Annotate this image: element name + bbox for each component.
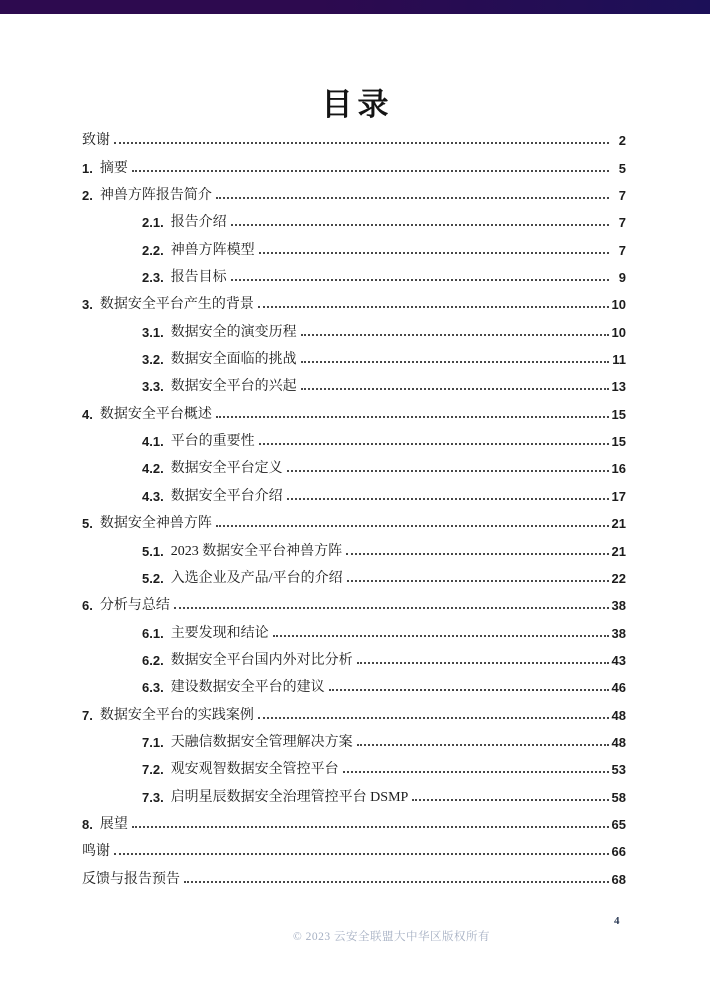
toc-entry[interactable]	[82, 727, 626, 754]
toc-entry-title: 数据安全平台介绍	[170, 488, 283, 504]
toc-entry-title: 数据安全面临的挑战	[170, 352, 297, 368]
toc-entry-number: 5.	[82, 516, 93, 532]
toc-entry-number: 4.	[82, 406, 93, 422]
toc-entry-title: 数据安全平台产生的背景	[99, 297, 254, 313]
toc-entry[interactable]	[82, 754, 626, 781]
toc-entry-page: 15	[611, 434, 626, 450]
toc-entry[interactable]	[82, 398, 626, 425]
toc-entry-number: 4.2.	[142, 461, 164, 477]
toc-entry[interactable]	[82, 836, 626, 863]
dot-leader-line	[347, 580, 609, 582]
toc-entry[interactable]	[82, 781, 626, 808]
toc-entry[interactable]	[82, 316, 626, 343]
toc-entry-page: 11	[612, 352, 626, 368]
toc-entry[interactable]	[82, 508, 626, 535]
toc-entry-number: 3.2.	[142, 352, 164, 368]
toc-entry-page: 5	[618, 160, 626, 176]
toc-entry-title: 主要发现和结论	[170, 625, 269, 641]
dot-leader-line	[132, 826, 609, 828]
toc-entry-page: 7	[618, 188, 626, 204]
page-title: 目录	[321, 87, 394, 122]
footer-copyright: © 2023 云安全联盟大中华区版权所有	[293, 931, 490, 943]
toc-entry[interactable]	[82, 590, 626, 617]
toc-entry[interactable]	[82, 262, 626, 289]
dot-leader-line	[184, 881, 609, 883]
toc-entry-page: 22	[611, 570, 626, 586]
toc-entry-title: 展望	[99, 816, 128, 832]
toc-entry[interactable]	[82, 863, 626, 890]
dot-leader-line	[329, 689, 609, 691]
toc-entry-number: 2.	[82, 188, 93, 204]
toc-entry-page: 2	[618, 133, 626, 149]
toc-entry-page: 48	[611, 707, 626, 723]
toc-entry-page: 58	[611, 789, 626, 805]
toc-entry-number: 4.1.	[142, 434, 164, 450]
dot-leader-line	[357, 744, 609, 746]
dot-leader-line	[259, 443, 609, 445]
toc-entry-page: 13	[611, 379, 626, 395]
toc-entry[interactable]	[82, 563, 626, 590]
dot-leader-line	[231, 224, 609, 226]
toc-entry-number: 1.	[82, 160, 93, 176]
toc-entry[interactable]	[82, 672, 626, 699]
dot-leader-line	[343, 771, 609, 773]
toc-entry-title: 数据安全平台定义	[170, 461, 283, 477]
toc-entry[interactable]	[82, 645, 626, 672]
toc-entry-title: 报告目标	[170, 270, 227, 286]
dot-leader-line	[114, 142, 609, 144]
dot-leader-line	[287, 498, 609, 500]
toc-entry-title: 建设数据安全平台的建议	[170, 680, 325, 696]
toc-entry-number: 2.2.	[142, 242, 164, 258]
dot-leader-line	[231, 279, 609, 281]
toc-entry-page: 17	[611, 488, 626, 504]
toc-entry-title: 报告介绍	[170, 215, 227, 231]
toc-entry[interactable]	[82, 207, 626, 234]
toc-entry-page: 9	[618, 270, 626, 286]
toc-entry[interactable]	[82, 125, 626, 152]
toc-entry-title: 启明星辰数据安全治理管控平台 DSMP	[170, 789, 409, 805]
dot-leader-line	[258, 306, 609, 308]
toc-entry[interactable]	[82, 371, 626, 398]
dot-leader-line	[114, 853, 609, 855]
toc-entry-title: 2023 数据安全平台神兽方阵	[170, 543, 343, 559]
toc-entry-page: 10	[611, 297, 626, 313]
toc-entry[interactable]	[82, 289, 626, 316]
toc-entry-number: 6.1.	[142, 625, 164, 641]
toc-entry-page: 15	[611, 406, 626, 422]
toc-entry[interactable]	[82, 453, 626, 480]
toc-entry-title: 反馈与报告预告	[82, 871, 180, 887]
toc-entry-number: 2.3.	[142, 270, 164, 286]
toc-entry-number: 2.1.	[142, 215, 164, 231]
toc-entry-page: 53	[611, 762, 626, 778]
toc-entry-title: 鸣谢	[82, 844, 110, 860]
toc-entry[interactable]	[82, 152, 626, 179]
toc-entry-title: 分析与总结	[99, 598, 170, 614]
toc-entry-page: 16	[611, 461, 626, 477]
toc-entry-title: 神兽方阵模型	[170, 242, 255, 258]
toc-entry[interactable]	[82, 480, 626, 507]
dot-leader-line	[301, 334, 609, 336]
dot-leader-line	[301, 361, 609, 363]
toc-entry-title: 天融信数据安全管理解决方案	[170, 734, 353, 750]
toc-entry-title: 致谢	[82, 133, 110, 149]
toc-entry-page: 7	[618, 242, 626, 258]
toc-entry-number: 5.2.	[142, 570, 164, 586]
toc-entry-page: 46	[611, 680, 626, 696]
dot-leader-line	[132, 170, 609, 172]
toc-entry-page: 7	[618, 215, 626, 231]
toc-entry-number: 3.3.	[142, 379, 164, 395]
toc-entry-page: 21	[611, 516, 626, 532]
table-of-contents	[82, 125, 626, 891]
toc-entry-title: 数据安全平台的实践案例	[99, 707, 254, 723]
toc-entry[interactable]	[82, 699, 626, 726]
toc-entry-number: 5.1.	[142, 543, 164, 559]
toc-entry-title: 数据安全平台国内外对比分析	[170, 652, 353, 668]
dot-leader-line	[346, 553, 608, 555]
toc-entry[interactable]	[82, 535, 626, 562]
toc-entry[interactable]	[82, 344, 626, 371]
toc-entry-title: 入选企业及产品/平台的介绍	[170, 570, 343, 586]
toc-entry-page: 21	[611, 543, 626, 559]
toc-entry-number: 6.3.	[142, 680, 164, 696]
toc-entry-title: 神兽方阵报告简介	[99, 188, 212, 204]
dot-leader-line	[216, 416, 609, 418]
toc-entry-number: 6.	[82, 598, 93, 614]
toc-entry-number: 7.2.	[142, 762, 164, 778]
toc-entry-number: 7.3.	[142, 789, 164, 805]
toc-entry[interactable]	[82, 426, 626, 453]
toc-entry[interactable]	[82, 234, 626, 261]
dot-leader-line	[258, 717, 609, 719]
toc-entry-number: 3.1.	[142, 324, 164, 340]
toc-entry-page: 68	[611, 871, 626, 887]
toc-entry-number: 4.3.	[142, 488, 164, 504]
toc-entry-title: 摘要	[99, 160, 128, 176]
toc-entry[interactable]	[82, 617, 626, 644]
toc-entry-title: 数据安全平台概述	[99, 406, 212, 422]
dot-leader-line	[412, 799, 608, 801]
dot-leader-line	[301, 388, 609, 390]
dot-leader-line	[357, 662, 609, 664]
toc-entry-title: 数据安全的演变历程	[170, 324, 297, 340]
footer-page-number: 4	[614, 915, 620, 927]
toc-entry-number: 3.	[82, 297, 93, 313]
dot-leader-line	[174, 607, 609, 609]
toc-entry-number: 7.	[82, 707, 93, 723]
dot-leader-line	[273, 635, 609, 637]
toc-entry-number: 6.2.	[142, 652, 164, 668]
toc-entry-title: 观安观智数据安全管控平台	[170, 762, 339, 778]
toc-entry-page: 43	[611, 652, 626, 668]
header-bar	[0, 0, 710, 14]
dot-leader-line	[287, 470, 609, 472]
toc-entry-page: 38	[611, 625, 626, 641]
toc-entry-page: 48	[611, 734, 626, 750]
toc-entry-page: 10	[611, 324, 626, 340]
toc-entry-title: 数据安全平台的兴起	[170, 379, 297, 395]
toc-entry-page: 65	[611, 816, 626, 832]
toc-entry-title: 平台的重要性	[170, 434, 255, 450]
dot-leader-line	[216, 525, 609, 527]
toc-entry[interactable]	[82, 180, 626, 207]
toc-entry-number: 7.1.	[142, 734, 164, 750]
toc-entry-page: 38	[611, 598, 626, 614]
toc-entry[interactable]	[82, 809, 626, 836]
toc-entry-number: 8.	[82, 816, 93, 832]
toc-entry-page: 66	[611, 844, 626, 860]
toc-entry-title: 数据安全神兽方阵	[99, 516, 212, 532]
dot-leader-line	[259, 252, 609, 254]
dot-leader-line	[216, 197, 609, 199]
